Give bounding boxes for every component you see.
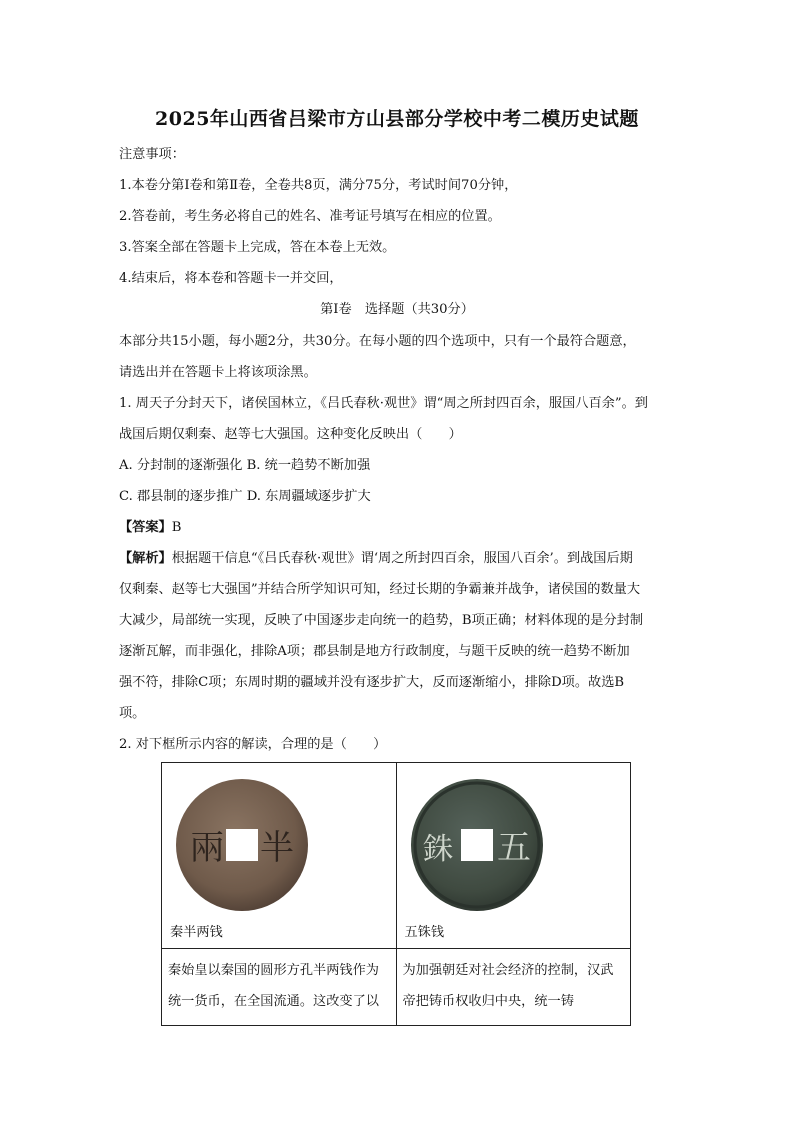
- notice-2: 2.答卷前，考生务必将自己的姓名、准考证号填写在相应的位置。: [119, 209, 501, 224]
- q2-stem: 2. 对下框所示内容的解读，合理的是（ ）: [119, 737, 387, 752]
- analysis-text-1: 根据题干信息“《吕氏春秋·观世》谓‘周之所封四百余，服国八百余’。到战国后期: [171, 551, 633, 566]
- section-intro-1: 本部分共15小题，每小题2分，共30分。在每小题的四个选项中，只有一个最符合题意，: [119, 334, 636, 349]
- q1-stem-1: 1. 周天子分封天下，诸侯国林立，《吕氏春秋·观世》谓“周之所封四百余，服国八百余”。到: [119, 396, 648, 411]
- coin-table: [161, 762, 631, 1026]
- svg-text:銖: 銖: [422, 832, 453, 867]
- q1-option-cd: C. 郡县制的逐步推广 D. 东周疆域逐步扩大: [119, 489, 371, 504]
- section-title: 第Ⅰ卷 选择题（共30分）: [320, 302, 474, 317]
- svg-text:半: 半: [260, 828, 294, 868]
- coin-cell-wuzhu: [397, 763, 631, 948]
- notice-4: 4.结束后，将本卷和答题卡一并交回，: [119, 271, 343, 286]
- notice-3: 3.答案全部在答题卡上完成，答在本卷上无效。: [119, 240, 396, 255]
- q1-analysis-6: 项。: [119, 706, 146, 721]
- q1-analysis-5: 强不符，排除C项；东周时期的疆域并没有逐步扩大，反而逐渐缩小，排除D项。故选B: [119, 675, 625, 690]
- analysis-label: 【解析】: [119, 551, 172, 566]
- svg-text:兩: 兩: [190, 828, 224, 868]
- q1-option-ab: A. 分封制的逐渐强化 B. 统一趋势不断加强: [119, 458, 371, 473]
- q1-analysis-3: 大减少，局部统一实现，反映了中国逐步走向统一的趋势，B项正确；材料体现的是分封制: [119, 613, 643, 628]
- notice-1: 1.本卷分第Ⅰ卷和第Ⅱ卷，全卷共8页，满分75分，考试时间70分钟，: [119, 178, 518, 193]
- q1-analysis-2: 仅剩秦、赵等七大强国”并结合所学知识可知，经过长期的争霸兼并战争，诸侯国的数量大: [119, 582, 641, 597]
- svg-text:五: 五: [496, 828, 531, 868]
- notice-heading: 注意事项：: [119, 147, 185, 162]
- coin-caption-wuzhu: 五铢钱: [404, 925, 445, 940]
- q1-analysis-4: 逐渐瓦解，而非强化，排除A项；郡县制是地方行政制度，与题干反映的统一趋势不断加: [119, 644, 630, 659]
- coin-desc-banliang: 秦始皇以秦国的圆形方孔半两钱作为统一货币，在全国流通。这改变了以: [168, 963, 379, 1009]
- q1-stem-2: 战国后期仅剩秦、赵等七大强国。这种变化反映出（ ）: [119, 427, 462, 442]
- coin-desc-wuzhu: 为加强朝廷对社会经济的控制，汉武帝把铸币权收归中央，统一铸: [402, 963, 614, 1009]
- wuzhu-coin-image: [407, 775, 547, 915]
- q1-answer: [119, 519, 181, 537]
- coin-caption-banliang: 秦半两钱: [170, 925, 223, 940]
- answer-label: 【答案】: [119, 520, 172, 535]
- answer-value: B: [171, 520, 182, 535]
- coin-cell-banliang: [162, 763, 396, 948]
- section-intro-2: 请选出并在答题卡上将该项涂黑。: [119, 365, 317, 380]
- q1-analysis-1: [119, 550, 633, 568]
- page-title: 2025年山西省吕梁市方山县部分学校中考二模历史试题: [155, 108, 639, 130]
- banliang-coin-image: [172, 775, 312, 915]
